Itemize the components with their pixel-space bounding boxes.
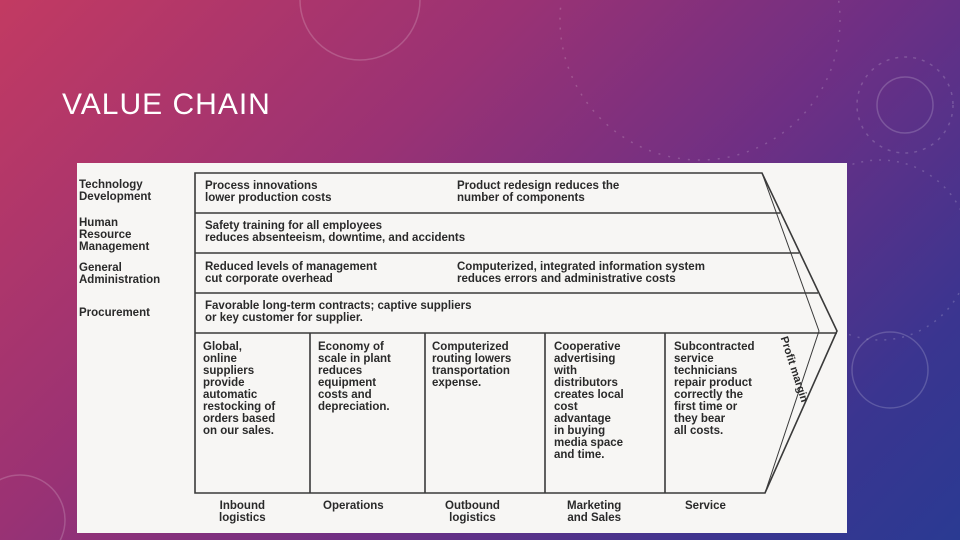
support-label-technology: Technology Development	[79, 179, 152, 203]
primary-cell-service: Subcontracted service technicians repair product correctly the first time or they bear all costs.	[674, 341, 755, 437]
slide-title: VALUE CHAIN	[62, 88, 271, 121]
primary-label-inbound: Inbound logistics	[219, 500, 266, 524]
support-cell-technology-right: Product redesign reduces the number of components	[457, 180, 620, 204]
primary-cell-marketing: Cooperative advertising with distributors creates local cost advantage in buying media space and time.	[554, 341, 624, 461]
primary-cell-inbound: Global, online suppliers provide automatic restocking of orders based on our sales.	[203, 341, 276, 437]
primary-label-service: Service	[685, 500, 726, 512]
primary-cell-operations: Economy of scale in plant reduces equipment costs and depreciation.	[318, 341, 391, 413]
support-cell-technology-left: Process innovations lower production costs	[205, 180, 332, 204]
primary-cell-outbound: Computerized routing lowers transportation expense.	[432, 341, 512, 389]
support-cell-administration-left: Reduced levels of management cut corporate overhead	[205, 261, 377, 285]
value-chain-diagram	[77, 163, 847, 533]
support-cell-procurement-left: Favorable long-term contracts; captive suppliers or key customer for supplier.	[205, 300, 472, 324]
primary-label-operations: Operations	[323, 500, 384, 512]
support-label-procurement: Procurement	[79, 307, 150, 319]
support-label-hr: Human Resource Management	[79, 217, 150, 253]
support-cell-hr-left: Safety training for all employees reduces absenteeism, downtime, and accidents	[205, 220, 466, 244]
primary-label-outbound: Outbound logistics	[445, 500, 500, 524]
support-cell-administration-right: Computerized, integrated information system reduces errors and administrative costs	[457, 261, 705, 285]
primary-label-marketing: Marketing and Sales	[567, 500, 622, 524]
profit-margin-label: Profit margin	[777, 335, 811, 404]
support-label-administration: General Administration	[79, 262, 161, 286]
